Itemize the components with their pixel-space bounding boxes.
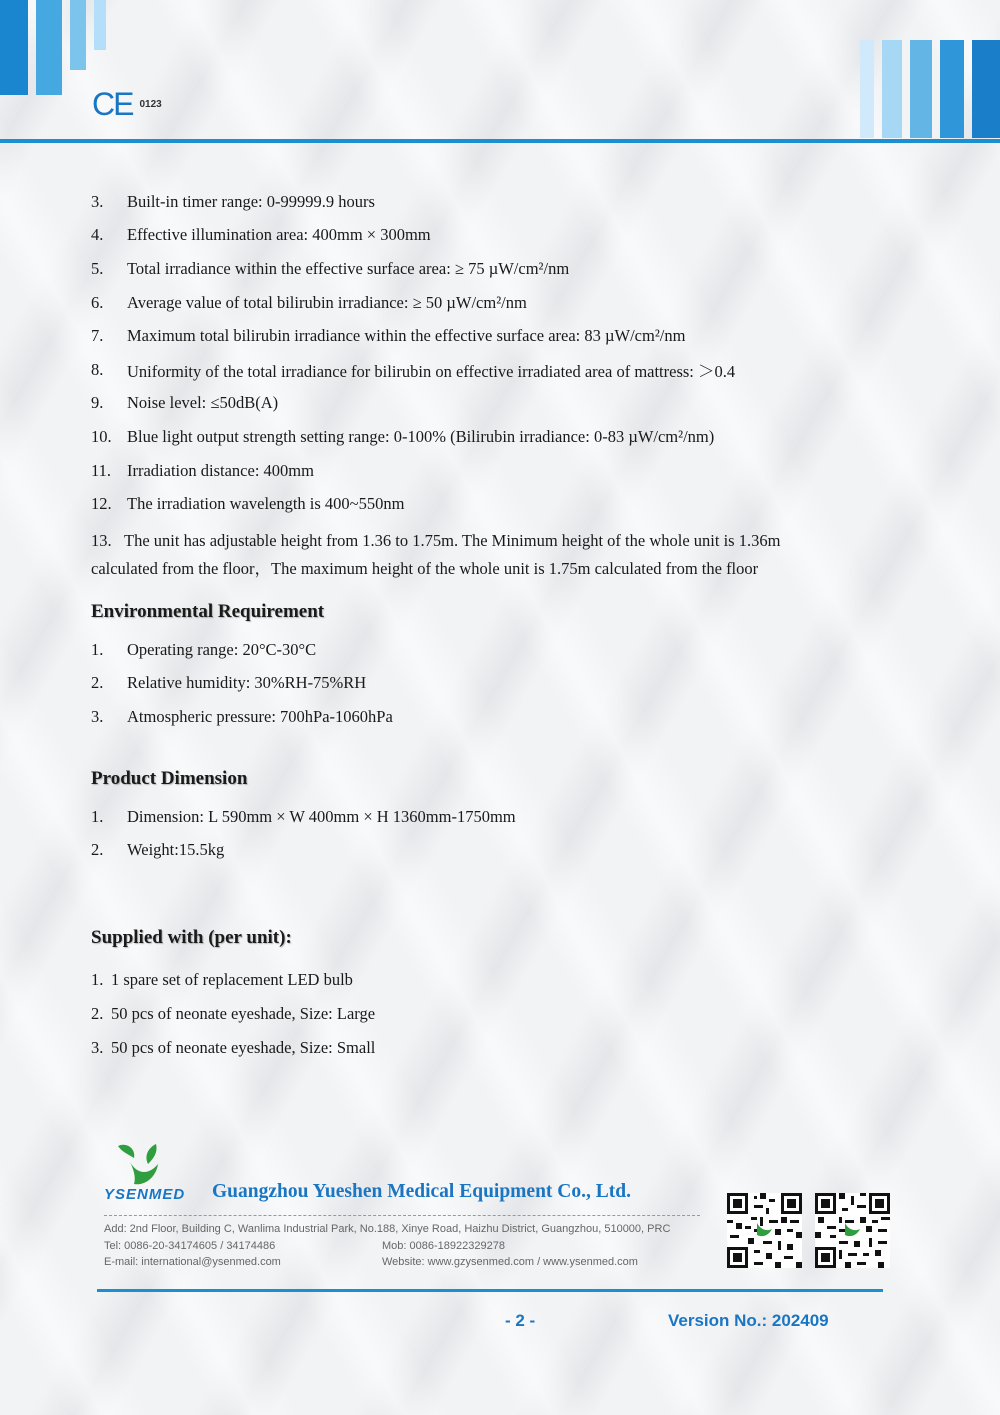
dimension-list — [91, 800, 851, 867]
supplied-title: Supplied with (per unit): — [91, 926, 292, 948]
website: Website: www.gzysenmed.com / www.ysenmed.com — [382, 1256, 638, 1268]
spec-item: 4. Effective illumination area: 400mm × 300mm — [91, 225, 431, 245]
footer-dashed-divider — [104, 1215, 700, 1216]
qr-code-icon — [727, 1193, 802, 1268]
company-name: Guangzhou Yueshen Medical Equipment Co., Ltd. — [212, 1181, 631, 1202]
spec-item: 8. Uniformity of the total irradiance for bilirubin on effective irradiated area of mattress: ＞0.4 — [91, 359, 736, 381]
spec-item: 10. Blue light output strength setting range: 0-100% (Bilirubin irradiance: 0-83 µW/cm²/nm) — [91, 426, 715, 446]
spec-item-13: 13. The unit has adjustable height from 1.36 to 1.75m. The Minimum height of the whole unit is 1.36m calculated from the floor，The maximum height of the whole unit is 1.75m calculated from the floor — [91, 530, 781, 578]
page-number: - 2 - — [505, 1311, 536, 1330]
contact-info — [104, 1221, 724, 1271]
mobile: Mob: 0086-18922329278 — [382, 1239, 505, 1252]
footer-divider — [97, 1289, 883, 1292]
environmental-item: 3. Atmospheric pressure: 700hPa-1060hPa — [91, 706, 393, 726]
supplied-item: 1. 1 spare set of replacement LED bulb — [91, 969, 353, 989]
environmental-item: 2. Relative humidity: 30%RH-75%RH — [91, 673, 367, 693]
address: Add: 2nd Floor, Building C, Wanlima Industrial Park, No.188, Xinye Road, Haizhu District, Guangzhou, 510000, PRC — [104, 1223, 671, 1235]
environmental-list — [91, 633, 851, 734]
spec-item: 12. The irradiation wavelength is 400~550nm — [91, 494, 405, 514]
spec-item: 9. Noise level: ≤50dB(A) — [91, 393, 279, 413]
supplied-item: 3. 50 pcs of neonate eyeshade, Size: Small — [91, 1037, 376, 1057]
environmental-title: Environmental Requirement — [91, 600, 325, 622]
environmental-item: 1. Operating range: 20°C-30°C — [91, 639, 317, 659]
header-bars-left — [0, 0, 120, 100]
spec-item: 5. Total irradiance within the effective surface area: ≥ 75 µW/cm²/nm — [91, 258, 570, 278]
dimension-item: 2. Weight:15.5kg — [91, 840, 225, 860]
spec-item: 7. Maximum total bilirubin irradiance within the effective surface area: 83 µW/cm²/nm — [91, 326, 686, 346]
ce-number: 0123 — [139, 99, 162, 110]
dimension-item: 1. Dimension: L 590mm × W 400mm × H 1360mm-1750mm — [91, 806, 516, 826]
ce-mark — [92, 86, 172, 122]
qr-code-icon — [815, 1193, 890, 1268]
spec-item: 6. Average value of total bilirubin irradiance: ≥ 50 µW/cm²/nm — [91, 292, 527, 312]
ce-symbol: CE — [92, 86, 133, 122]
spec-item: 3. Built-in timer range: 0-99999.9 hours — [91, 191, 375, 211]
supplied-item: 2. 50 pcs of neonate eyeshade, Size: Large — [91, 1003, 376, 1023]
version-number: Version No.: 202409 — [668, 1311, 829, 1330]
dimension-title: Product Dimension — [91, 767, 248, 789]
content — [91, 185, 851, 1065]
header-divider — [0, 139, 1000, 143]
spec-item: 11. Irradiation distance: 400mm — [91, 460, 314, 480]
supplied-list — [91, 963, 851, 1065]
header-bars-right — [860, 40, 1000, 140]
email: E-mail: international@ysenmed.com — [104, 1256, 281, 1268]
logo-wordmark: YSENMED — [104, 1186, 186, 1203]
spec-list — [91, 185, 851, 521]
telephone: Tel: 0086-20-34174605 / 34174486 — [104, 1239, 276, 1252]
